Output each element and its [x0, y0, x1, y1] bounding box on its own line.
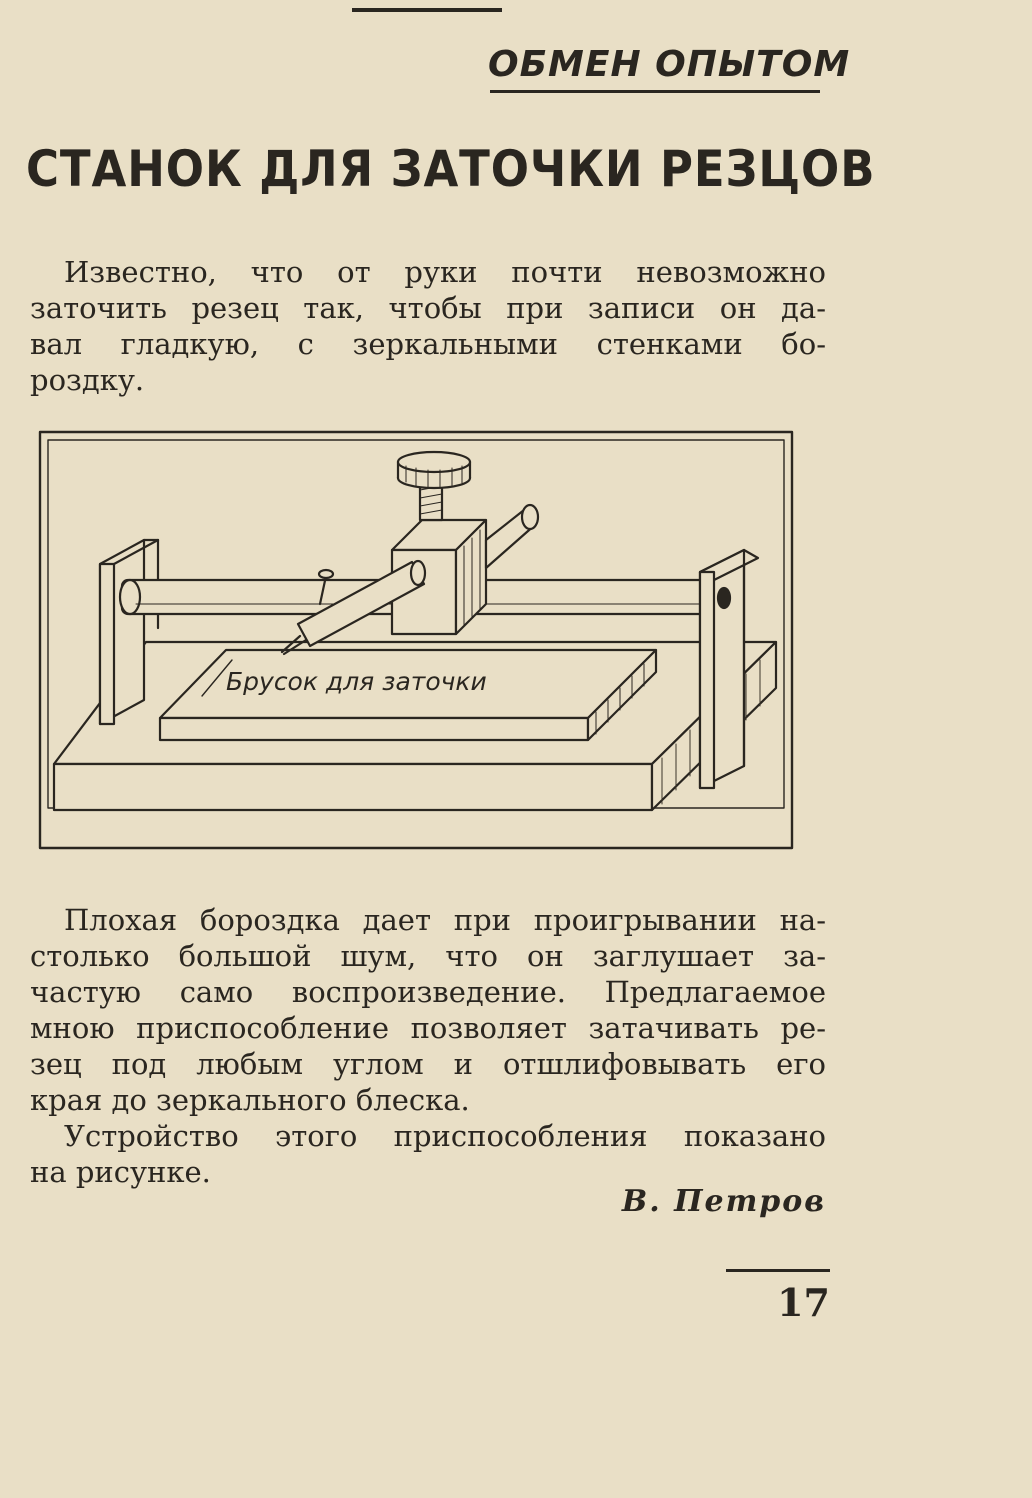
paragraph-line: роздку.: [30, 363, 145, 397]
paragraph-line: частую само воспроизведение. Предлагаемое: [30, 975, 826, 1009]
page-number-rule: [726, 1269, 830, 1272]
author-signature: В. Петров: [621, 1184, 826, 1219]
section-rule: [490, 90, 820, 93]
paragraph-line: мною приспособление позволяет затачивать ре-: [30, 1011, 826, 1045]
paragraph-closing: [30, 1118, 826, 1190]
figure-label: Брусок для заточки: [226, 667, 487, 696]
paragraph-line: столько большой шум, что он заглушает за-: [30, 939, 826, 973]
paragraph-line: Плохая бороздка дает при проигрывании на-: [64, 903, 826, 937]
article-title: СТАНОК ДЛЯ ЗАТОЧКИ РЕЗЦОВ: [26, 140, 876, 198]
page-number: 17: [777, 1280, 830, 1325]
paragraph-line: на рисунке.: [30, 1155, 211, 1189]
paragraph-line: заточить резец так, чтобы при записи он да-: [30, 291, 826, 325]
paragraph-intro: [30, 254, 826, 398]
paragraph-line: зец под любым углом и отшлифовывать его: [30, 1047, 826, 1081]
cross-rod: [486, 505, 538, 568]
top-rule: [352, 8, 502, 12]
paragraph-line: Известно, что от руки почти невозможно: [64, 255, 826, 289]
carriage-block: [392, 452, 486, 634]
paragraph-body: [30, 902, 826, 1118]
paragraph-line: края до зеркального блеска.: [30, 1083, 470, 1117]
section-header: ОБМЕН ОПЫТОМ: [488, 44, 851, 85]
paragraph-line: Устройство этого приспособления показано: [64, 1119, 826, 1153]
paragraph-line: вал гладкую, с зеркальными стенками бо-: [30, 327, 826, 361]
sharpening-machine-figure: [36, 428, 816, 852]
